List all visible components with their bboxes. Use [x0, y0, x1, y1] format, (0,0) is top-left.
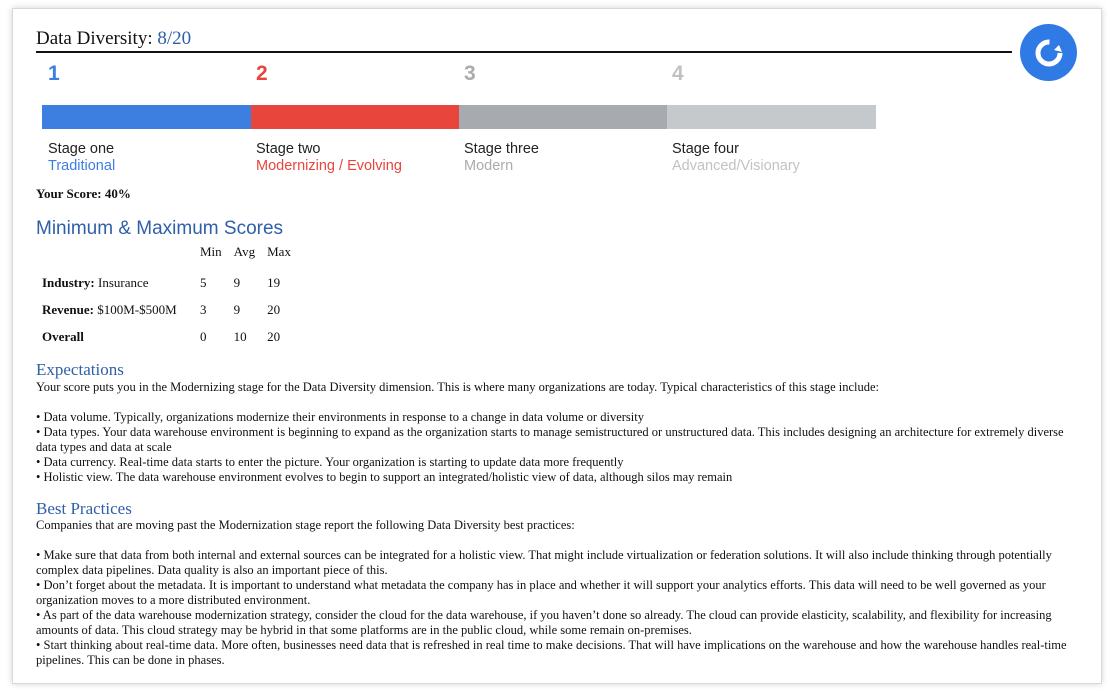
col-avg: Avg — [233, 244, 256, 259]
list-item: • Make sure that data from both internal and external sources can be integrated for a holistic view. That might include virtualization or federation solutions. It will also include thinking through potentially complex data pipelines. Data quality is also an important piece of this. — [36, 548, 1052, 577]
stage-3-label: Modern — [464, 158, 514, 174]
stage-1-bar — [42, 105, 251, 129]
best-practices-heading: Best Practices — [36, 499, 132, 518]
best-practices-intro: Companies that are moving past the Modernization stage report the following Data Diversity best practices: — [36, 518, 575, 532]
stage-4-name: Stage four — [672, 141, 739, 157]
table-row — [36, 323, 297, 350]
title-score: 8/20 — [157, 28, 192, 49]
list-item: • As part of the data warehouse modernization strategy, consider the cloud for the data warehouse, if you haven’t done so already. The cloud can provide elasticity, scalability, and flexibility for increasing amounts of data. This cloud strategy may be hybrid in that some platforms are in the public cloud, while some remain on-premises. — [36, 608, 1052, 637]
list-item: • Data volume. Typically, organizations modernize their environments in response to a change in data volume or diversity — [36, 410, 644, 424]
page-title — [36, 28, 191, 50]
scores-table — [36, 241, 297, 350]
stage-2-label: Modernizing / Evolving — [256, 158, 402, 174]
min-max-heading: Minimum & Maximum Scores — [36, 218, 284, 239]
stage-1-label: Traditional — [48, 158, 116, 174]
expectations-intro: Your score puts you in the Modernizing stage for the Data Diversity dimension. This is where many organizations are today. Typical characteristics of this stage include: — [36, 380, 880, 394]
avg-value: 9 — [233, 301, 241, 317]
row-label: Industry: Insurance — [42, 274, 149, 290]
list-item: • Data currency. Real-time data starts to enter the picture. Your organization is starting to update data more frequently — [36, 455, 624, 469]
min-value: 3 — [200, 301, 207, 317]
stage-3-bar — [459, 105, 667, 129]
row-label: Revenue: $100M-$500M — [42, 301, 177, 317]
expectations-heading: Expectations — [36, 360, 124, 379]
max-value: 20 — [267, 301, 281, 317]
max-value: 20 — [267, 328, 281, 344]
list-item: • Holistic view. The data warehouse environment evolves to begin to support an integrated/holistic view of data, although silos may remain — [36, 470, 733, 484]
table-row — [36, 296, 297, 323]
circular-arrow-logo-icon — [1020, 24, 1077, 81]
stage-2-bar — [251, 105, 459, 129]
list-item: • Start thinking about real-time data. More often, businesses need data that is refreshed in real time to make decisions. That will have implications on the warehouse and how the warehouse handles real-time pipelines. This can be done in phases. — [36, 638, 1067, 667]
list-item: • Data types. Your data warehouse environment is beginning to expand as the organization starts to manage semistructured or unstructured data. This includes designing an architecture for extremely diverse data types and data at scale — [36, 425, 1064, 454]
row-label: Overall — [42, 328, 84, 344]
avg-value: 9 — [233, 274, 241, 290]
max-value: 19 — [267, 274, 281, 290]
stage-4-label: Advanced/Visionary — [672, 158, 800, 174]
min-value: 5 — [200, 274, 207, 290]
your-score: Your Score: 40% — [36, 186, 131, 201]
stage-2-name: Stage two — [256, 141, 321, 157]
stage-3-name: Stage three — [464, 141, 539, 157]
stage-1-name: Stage one — [48, 141, 115, 157]
avg-value: 10 — [233, 328, 247, 344]
col-max: Max — [267, 244, 291, 259]
stage-4-bar — [667, 105, 876, 129]
title-divider — [36, 51, 1012, 53]
stage-2-number: 2 — [256, 62, 268, 85]
stage-1-number: 1 — [48, 62, 60, 85]
min-value: 0 — [200, 328, 207, 344]
stage-3-number: 3 — [464, 62, 476, 85]
title-label: Data Diversity: — [36, 28, 153, 49]
expectations-body — [36, 380, 1086, 485]
table-row — [36, 269, 297, 296]
list-item: • Don’t forget about the metadata. It is important to understand what metadata the company has in place and whether it will support your analytics efforts. This data will need to be well governed as your organization moves to a more distributed environment. — [36, 578, 1046, 607]
stage-4-number: 4 — [672, 62, 684, 85]
best-practices-body — [36, 518, 1086, 668]
col-min: Min — [200, 244, 222, 259]
